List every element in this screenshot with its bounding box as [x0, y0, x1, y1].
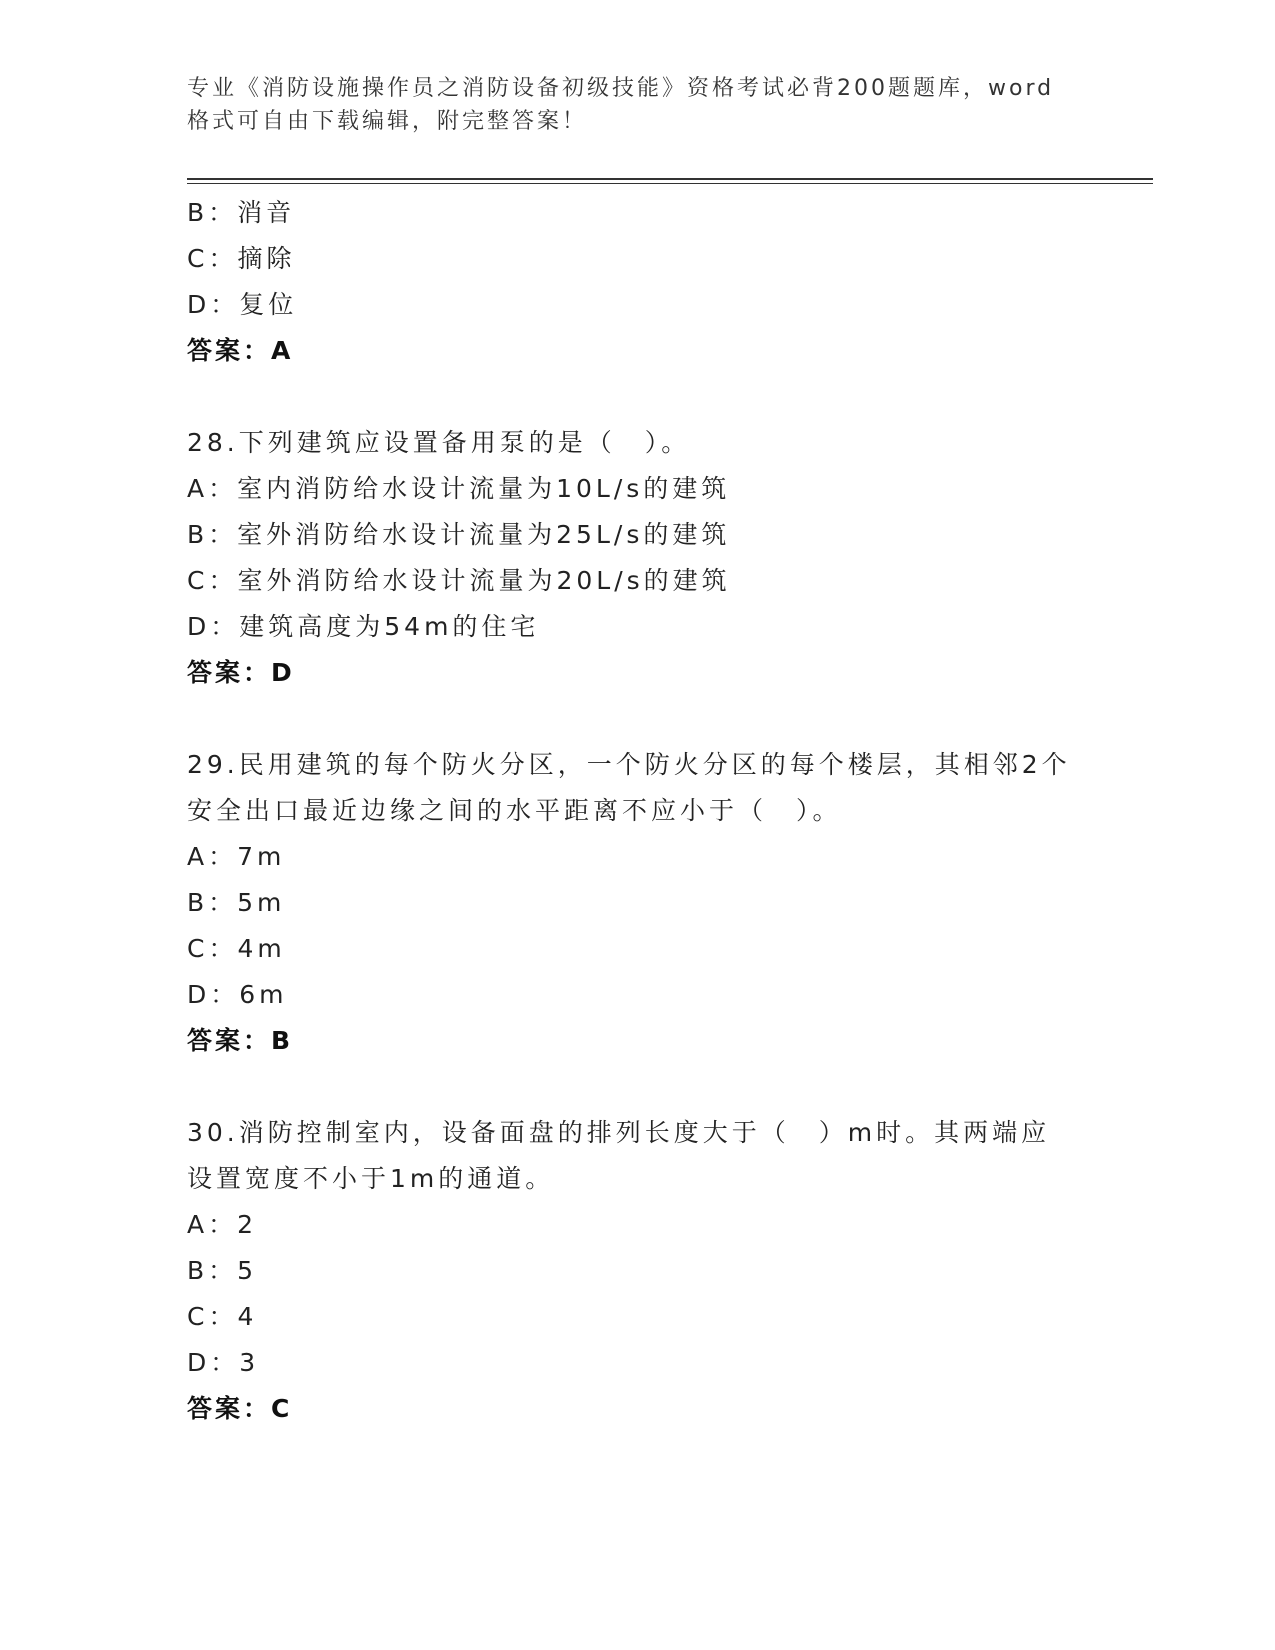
answer-line: 答案：D — [187, 658, 295, 687]
question-text: 28.下列建筑应设置备用泵的是（ ）。 — [187, 428, 691, 457]
option-b: B：消音 — [187, 198, 296, 227]
header-rule-thick — [187, 178, 1153, 180]
option-d: D：建筑高度为54m的住宅 — [187, 612, 540, 641]
question-29 — [187, 742, 1087, 1064]
option-c: C：摘除 — [187, 244, 296, 273]
option-b: B：5m — [187, 888, 286, 917]
question-30 — [187, 1110, 1087, 1432]
question-list — [187, 190, 1087, 1432]
document-header: 专业《消防设施操作员之消防设备初级技能》资格考试必背200题题库，word格式可自由下载编辑，附完整答案！ — [187, 76, 1055, 134]
question-text: 30.消防控制室内，设备面盘的排列长度大于（ ）m时。其两端应设置宽度不小于1m的通道。 — [187, 1118, 1051, 1193]
answer-line: 答案：C — [187, 1394, 293, 1423]
option-b: B：室外消防给水设计流量为25L/s的建筑 — [187, 520, 731, 549]
question-text: 29.民用建筑的每个防火分区，一个防火分区的每个楼层，其相邻2个安全出口最近边缘之间的水平距离不应小于（ ）。 — [187, 750, 1071, 825]
answer-line: 答案：B — [187, 1026, 294, 1055]
option-d: D：3 — [187, 1348, 260, 1377]
option-a: A：2 — [187, 1210, 258, 1239]
option-c: C：室外消防给水设计流量为20L/s的建筑 — [187, 566, 731, 595]
question-28 — [187, 420, 1087, 696]
answer-line: 答案：A — [187, 336, 294, 365]
option-c: C：4m — [187, 934, 286, 963]
option-a: A：7m — [187, 842, 286, 871]
option-a: A：室内消防给水设计流量为10L/s的建筑 — [187, 474, 731, 503]
option-d: D：6m — [187, 980, 288, 1009]
option-c: C：4 — [187, 1302, 258, 1331]
header-rule-thin — [187, 183, 1153, 184]
option-b: B：5 — [187, 1256, 258, 1285]
option-d: D：复位 — [187, 290, 298, 319]
question-27-continued — [187, 190, 1087, 374]
